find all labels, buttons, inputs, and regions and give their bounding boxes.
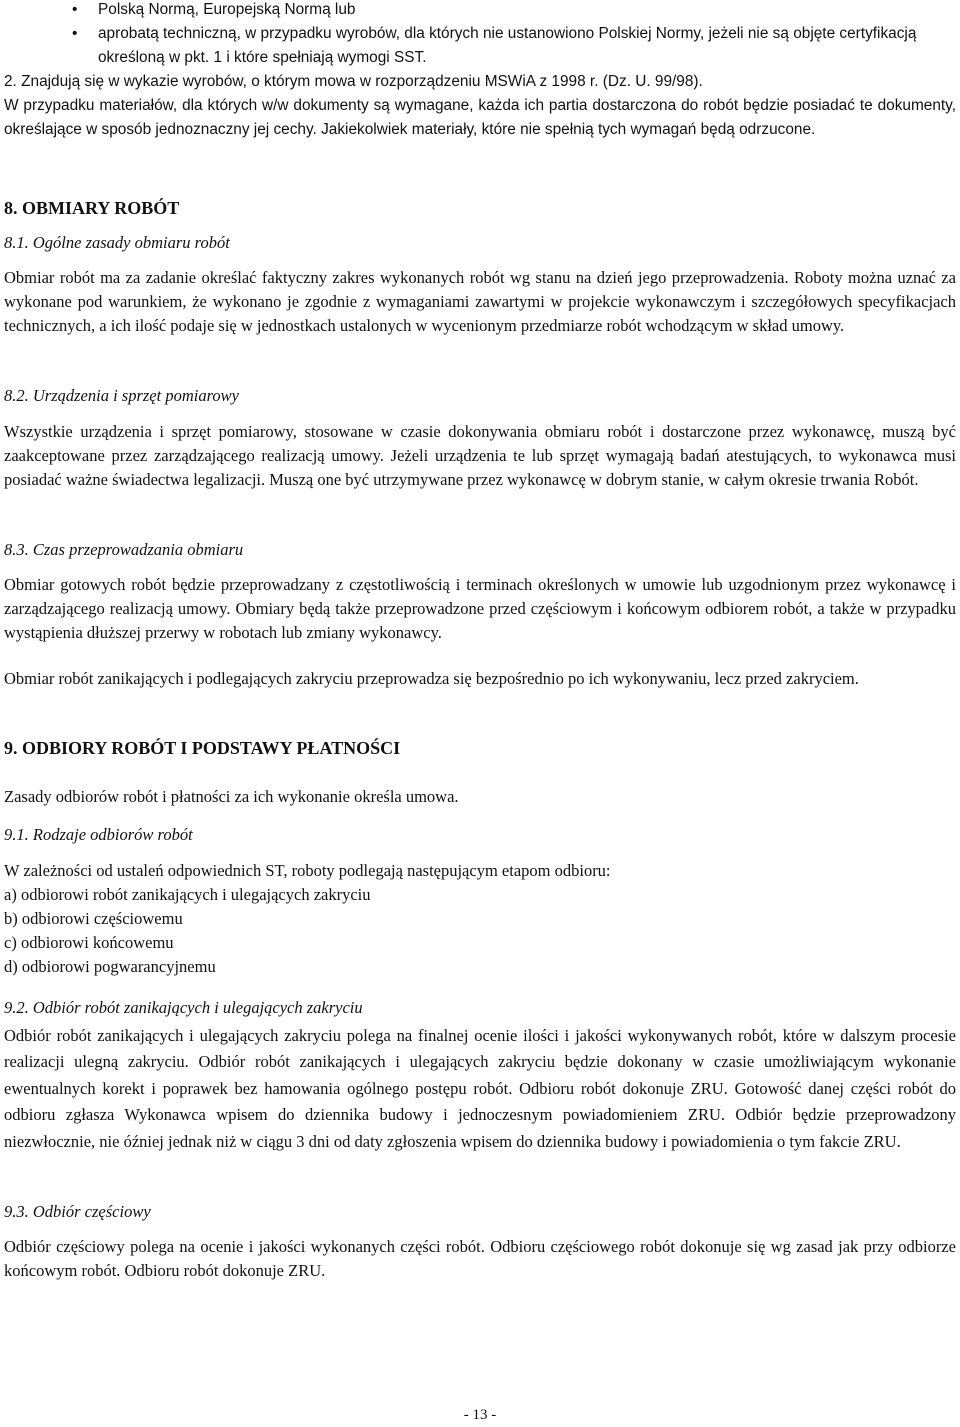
section-8-3-heading: 8.3. Czas przeprowadzania obmiaru (4, 540, 244, 559)
section-9-1-heading: 9.1. Rodzaje odbiorów robót (4, 825, 193, 844)
section-9-heading: 9. ODBIORY ROBÓT I PODSTAWY PŁATNOŚCI (4, 738, 401, 758)
bullet-text: Polską Normą, Europejską Normą lub (98, 1, 356, 18)
section-9-1-body (4, 859, 956, 979)
section-9-1-intro: W zależności od ustaleń odpowiednich ST, roboty podlegają następującym etapom odbioru: (4, 861, 611, 880)
section-9-3-text: Odbiór częściowy polega na ocenie i jakości wykonanych części robót. Odbioru częściowego robót dokonuje się wg zasad jak przy odbiorze końcowym robót. Odbioru robót dokonuje ZRU. (4, 1237, 956, 1280)
bullet-text: aprobatą techniczną, w przypadku wyrobów, dla których nie ustanowiono Polskiej Normy, jeżeli nie są objęte certyfikacją określoną w pkt. 1 i które spełniają wymogi SST. (98, 25, 917, 66)
bullet-list (4, 0, 956, 70)
section-9-2-text: Odbiór robót zanikających i ulegających zakryciu polega na finalnej ocenie ilości i jakości wykonywanych robót, które w dalszym procesie realizacji ulegną zakryciu. Odbiór robót zanikających i ulegających zakryciu będzie dokonany w czasie umożliwiającym wykonanie ewentualnych korekt i poprawek bez hamowania ogólnego postępu robót. Odbioru robót dokonuje ZRU. Gotowość danej części robót do odbioru zgłasza Wykonawca wpisem do dziennika budowy i jednoczesnym powiadomieniem ZRU. Odbiór będzie przeprowadzony niezwłocznie, nie óźniej jednak niż w ciągu 3 dni od daty zgłoszenia wpisem do dziennika budowy i powiadomienia o tym fakcie ZRU. (4, 1026, 956, 1151)
document-page (4, 0, 956, 1423)
list-item: c) odbiorowi końcowemu (4, 933, 174, 952)
item-2-text: 2. Znajdują się w wykazie wyrobów, o którym mowa w rozporządzeniu MSWiA z 1998 r. (Dz. U. 99/98). (4, 73, 703, 90)
section-8-1-heading: 8.1. Ogólne zasady obmiaru robót (4, 233, 230, 252)
section-9-2-heading: 9.2. Odbiór robót zanikających i ulegających zakryciu (4, 998, 363, 1017)
list-item (4, 0, 956, 22)
list-item: d) odbiorowi pogwarancyjnemu (4, 957, 216, 976)
section-9-intro: Zasady odbiorów robót i płatności za ich wykonanie określa umowa. (4, 787, 459, 806)
materials-paragraph: W przypadku materiałów, dla których w/w dokumenty są wymagane, każda ich partia dostarczona do robót będzie posiadać te dokumenty, określające w sposób jednoznaczny jej cechy. Jakiekolwiek materiały, które nie spełnią tych wymagań będą odrzucone. (4, 97, 956, 138)
section-8-3-text-2: Obmiar robót zanikających i podlegających zakryciu przeprowadza się bezpośrednio po ich wykonywaniu, lecz przed zakryciem. (4, 669, 859, 688)
section-8-3-text-1: Obmiar gotowych robót będzie przeprowadzany z częstotliwością i terminach określonych w umowie lub uzgodnionym przez wykonawcę i zarządzającego realizacją umowy. Obmiary będą także przeprowadzone przed częściowym i końcowym odbiorem robót, a także w przypadku wystąpienia dłuższej przerwy w robotach lub zmiany wykonawcy. (4, 575, 956, 642)
bullet-marker: • (72, 25, 78, 42)
list-item (4, 22, 956, 70)
list-item: b) odbiorowi częściowemu (4, 909, 183, 928)
section-9-3-heading: 9.3. Odbiór częściowy (4, 1202, 151, 1221)
section-8-2-heading: 8.2. Urządzenia i sprzęt pomiarowy (4, 386, 239, 405)
section-8-heading: 8. OBMIARY ROBÓT (4, 198, 180, 218)
section-8-2-text: Wszystkie urządzenia i sprzęt pomiarowy, stosowane w czasie dokonywania obmiaru robót i dostarczone przez wykonawcę, muszą być zaakceptowane przez zarządzającego realizacją umowy. Jeżeli urządzenia te lub sprzęt wymagają badań atestujących, to wykonawca musi posiadać ważne świadectwa legalizacji. Muszą one być utrzymywane przez wykonawcę w dobrym stanie, w całym okresie trwania Robót. (4, 422, 956, 489)
bullet-marker: • (72, 1, 78, 18)
section-8-1-text: Obmiar robót ma za zadanie określać faktyczny zakres wykonanych robót wg stanu na dzień jego przeprowadzenia. Roboty można uznać za wykonane pod warunkiem, że wykonano je zgodnie z wymaganiami zawartymi w projekcie wykonawczym i szczegółowych specyfikacjach technicznych, a ich ilość podaje się w jednostkach ustalonych w wycenionym przedmiarze robót wchodzącym w skład umowy. (4, 268, 956, 335)
list-item: a) odbiorowi robót zanikających i ulegających zakryciu (4, 885, 371, 904)
page-number: - 13 - (463, 1407, 497, 1423)
